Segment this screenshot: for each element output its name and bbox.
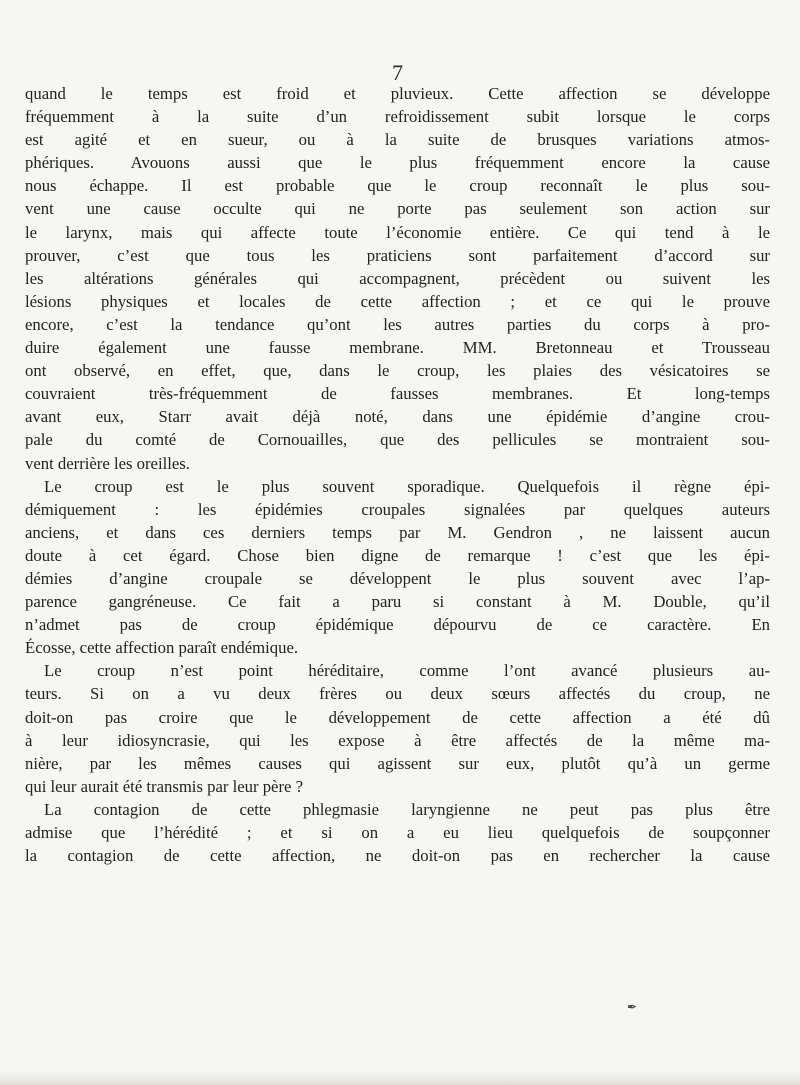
text-line: lésions physiques et locales de cette affection ; et ce qui le prouve xyxy=(25,291,770,311)
text-line: anciens, et dans ces derniers temps par M. Gendron , ne laissent aucun xyxy=(25,522,770,542)
text-line: nière, par les mêmes causes qui agissent sur eux, plutôt qu’à un germe xyxy=(25,753,770,773)
text-line: fréquemment à la suite d’un refroidissement subit lorsque le corps xyxy=(25,107,770,127)
text-line: vent derrière les oreilles. xyxy=(25,453,190,473)
text-line: la contagion de cette affection, ne doit-on pas en rechercher la cause xyxy=(25,846,770,866)
page-number: 7 xyxy=(392,60,403,85)
text-line: démiquement : les épidémies croupales signalées par quelques auteurs xyxy=(25,499,770,519)
text-line: n’admet pas de croup épidémique dépourvu de ce caractère. En xyxy=(25,615,770,635)
page-edge-shadow xyxy=(0,1071,800,1085)
text-line: phériques. Avouons aussi que le plus fréquemment encore la cause xyxy=(25,153,770,173)
text-line: Écosse, cette affection paraît endémique. xyxy=(25,638,299,658)
text-line: pale du comté de Cornouailles, que des pellicules se montraient sou- xyxy=(25,430,770,450)
text-line: ont observé, en effet, que, dans le croup, les plaies des vésicatoires se xyxy=(25,361,770,381)
paragraph xyxy=(25,82,770,475)
text-line: prouver, c’est que tous les praticiens sont parfaitement d’accord sur xyxy=(25,245,770,265)
text-line: à leur idiosyncrasie, qui les expose à être affectés de la même ma- xyxy=(25,730,770,750)
text-line: admise que l’hérédité ; et si on a eu lieu quelquefois de soupçonner xyxy=(25,823,770,842)
text-line: est agité et en sueur, ou à la suite de brusques variations atmos- xyxy=(25,130,770,150)
text-line: vent une cause occulte qui ne porte pas seulement son action sur xyxy=(25,199,770,219)
text-line: teurs. Si on a vu deux frères ou deux sœurs affectés du croup, ne xyxy=(25,684,770,704)
ink-mark: ✒ xyxy=(627,1000,638,1014)
paragraph xyxy=(25,659,770,798)
paragraph xyxy=(25,475,770,660)
page-body xyxy=(25,82,770,867)
text-line: La contagion de cette phlegmasie laryngienne ne peut pas plus être xyxy=(44,799,770,819)
text-line: parence gangréneuse. Ce fait a paru si constant à M. Double, qu’il xyxy=(25,592,770,612)
text-line: doit-on pas croire que le développement de cette affection a été dû xyxy=(25,707,770,727)
paragraph xyxy=(25,798,770,867)
text-line: doute à cet égard. Chose bien digne de remarque ! c’est que les épi- xyxy=(25,545,770,565)
text-line: le larynx, mais qui affecte toute l’économie entière. Ce qui tend à le xyxy=(25,222,770,242)
text-line: Le croup n’est point héréditaire, comme l’ont avancé plusieurs au- xyxy=(44,661,770,681)
text-line: duire également une fausse membrane. MM. Bretonneau et Trousseau xyxy=(25,338,770,358)
text-line: couvraient très-fréquemment de fausses membranes. Et long-temps xyxy=(25,384,770,404)
text-line: qui leur aurait été transmis par leur père ? xyxy=(25,776,304,796)
text-line: les altérations générales qui accompagnent, précèdent ou suivent les xyxy=(25,268,770,288)
text-line: quand le temps est froid et pluvieux. Cette affection se développe xyxy=(25,84,770,103)
text-line: Le croup est le plus souvent sporadique. Quelquefois il règne épi- xyxy=(44,476,770,496)
text-line: avant eux, Starr avait déjà noté, dans une épidémie d’angine crou- xyxy=(25,407,770,427)
text-line: encore, c’est la tendance qu’ont les autres parties du corps à pro- xyxy=(25,314,770,334)
text-line: nous échappe. Il est probable que le croup reconnaît le plus sou- xyxy=(25,176,770,196)
text-line: démies d’angine croupale se développent le plus souvent avec l’ap- xyxy=(25,568,770,588)
